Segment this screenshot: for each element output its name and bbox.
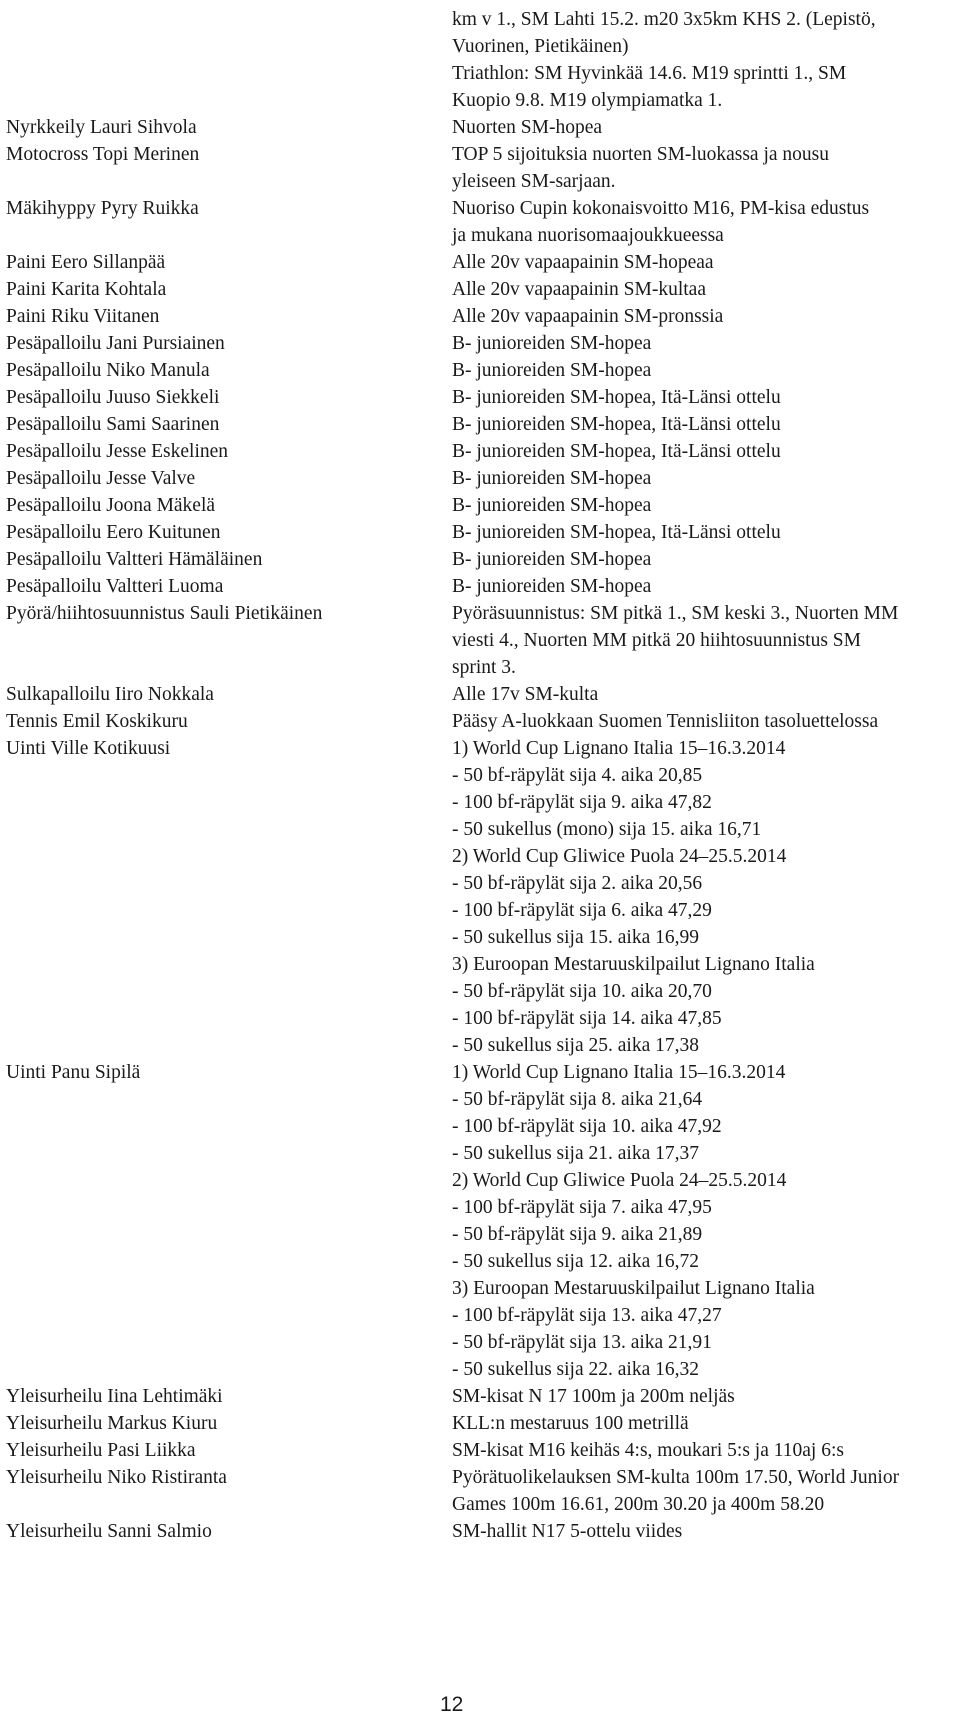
- result-line: [0, 302, 960, 332]
- achievement-text: - 100 bf-räpylät sija 9. aika 47,82: [452, 792, 712, 813]
- achievement-text: 1) World Cup Lignano Italia 15–16.3.2014: [452, 1062, 786, 1083]
- achievement-text: B- junioreiden SM-hopea: [452, 549, 652, 570]
- athlete-name: Mäkihyppy Pyry Ruikka: [6, 198, 199, 219]
- achievement-text: Alle 20v vapaapainin SM-kultaa: [452, 279, 706, 300]
- result-line: [0, 437, 960, 467]
- achievement-text: SM-kisat N 17 100m ja 200m neljäs: [452, 1386, 735, 1407]
- achievement-text: B- junioreiden SM-hopea: [452, 360, 652, 381]
- result-line: [0, 734, 960, 764]
- achievement-text: - 50 bf-räpylät sija 4. aika 20,85: [452, 765, 703, 786]
- achievement-text: B- junioreiden SM-hopea: [452, 576, 652, 597]
- athlete-name: Yleisurheilu Pasi Liikka: [6, 1440, 196, 1461]
- achievement-text: - 50 bf-räpylät sija 9. aika 21,89: [452, 1224, 703, 1245]
- achievement-text: Vuorinen, Pietikäinen): [452, 36, 629, 57]
- achievement-text: Pyörätuolikelauksen SM-kulta 100m 17.50, World Junior: [452, 1467, 900, 1488]
- achievement-text: SM-kisat M16 keihäs 4:s, moukari 5:s ja 110aj 6:s: [452, 1440, 844, 1461]
- result-line: [0, 545, 960, 575]
- result-line: [0, 113, 960, 143]
- athlete-name: Motocross Topi Merinen: [6, 144, 200, 165]
- athlete-name: Pyörä/hiihtosuunnistus Sauli Pietikäinen: [6, 603, 323, 624]
- result-line: [0, 950, 960, 980]
- result-line: [0, 1085, 960, 1115]
- athlete-name: Uinti Ville Kotikuusi: [6, 738, 171, 759]
- achievement-text: - 100 bf-räpylät sija 14. aika 47,85: [452, 1008, 722, 1029]
- result-line: [0, 1139, 960, 1169]
- athlete-name: Yleisurheilu Markus Kiuru: [6, 1413, 218, 1434]
- result-line: [0, 464, 960, 494]
- achievement-text: B- junioreiden SM-hopea: [452, 495, 652, 516]
- result-line: [0, 815, 960, 845]
- achievement-text: km v 1., SM Lahti 15.2. m20 3x5km KHS 2. (Lepistö,: [452, 9, 876, 30]
- achievement-text: B- junioreiden SM-hopea: [452, 468, 652, 489]
- athlete-name: Yleisurheilu Sanni Salmio: [6, 1521, 212, 1542]
- achievement-text: Nuoriso Cupin kokonaisvoitto M16, PM-kisa edustus: [452, 198, 870, 219]
- result-line: [0, 248, 960, 278]
- result-line: [0, 1301, 960, 1331]
- result-line: [0, 491, 960, 521]
- achievement-text: Nuorten SM-hopea: [452, 117, 603, 138]
- result-line: [0, 1490, 960, 1520]
- athlete-name: Pesäpalloilu Jani Pursiainen: [6, 333, 225, 354]
- achievement-text: sprint 3.: [452, 657, 516, 678]
- result-line: [0, 1004, 960, 1034]
- athlete-name: Pesäpalloilu Valtteri Luoma: [6, 576, 224, 597]
- result-line: [0, 1058, 960, 1088]
- achievement-text: Alle 20v vapaapainin SM-hopeaa: [452, 252, 714, 273]
- achievement-text: 3) Euroopan Mestaruuskilpailut Lignano Italia: [452, 954, 815, 975]
- result-line: [0, 1382, 960, 1412]
- result-line: [0, 221, 960, 251]
- result-line: [0, 1247, 960, 1277]
- achievement-text: - 100 bf-räpylät sija 7. aika 47,95: [452, 1197, 712, 1218]
- result-line: [0, 788, 960, 818]
- result-line: [0, 383, 960, 413]
- result-line: [0, 869, 960, 899]
- achievement-text: - 100 bf-räpylät sija 6. aika 47,29: [452, 900, 712, 921]
- athlete-name: Pesäpalloilu Eero Kuitunen: [6, 522, 221, 543]
- achievement-text: yleiseen SM-sarjaan.: [452, 171, 616, 192]
- result-line: [0, 1328, 960, 1358]
- result-line: [0, 140, 960, 170]
- result-line: [0, 1193, 960, 1223]
- achievement-text: ja mukana nuorisomaajoukkueessa: [452, 225, 724, 246]
- achievement-text: Kuopio 9.8. M19 olympiamatka 1.: [452, 90, 723, 111]
- result-line: [0, 1220, 960, 1250]
- result-line: [0, 1031, 960, 1061]
- achievement-text: 2) World Cup Gliwice Puola 24–25.5.2014: [452, 846, 787, 867]
- achievement-text: viesti 4., Nuorten MM pitkä 20 hiihtosuunnistus SM: [452, 630, 861, 651]
- athlete-name: Pesäpalloilu Valtteri Hämäläinen: [6, 549, 263, 570]
- result-line: [0, 680, 960, 710]
- athlete-name: Pesäpalloilu Sami Saarinen: [6, 414, 220, 435]
- achievement-text: TOP 5 sijoituksia nuorten SM-luokassa ja nousu: [452, 144, 829, 165]
- page-number: 12: [440, 1693, 464, 1716]
- achievement-text: Games 100m 16.61, 200m 30.20 ja 400m 58.20: [452, 1494, 825, 1515]
- athlete-name: Pesäpalloilu Jesse Eskelinen: [6, 441, 229, 462]
- athlete-name: Pesäpalloilu Niko Manula: [6, 360, 210, 381]
- result-line: [0, 761, 960, 791]
- achievement-text: - 50 bf-räpylät sija 10. aika 20,70: [452, 981, 712, 1002]
- athlete-name: Pesäpalloilu Joona Mäkelä: [6, 495, 216, 516]
- result-line: [0, 896, 960, 926]
- result-line: [0, 1112, 960, 1142]
- result-line: [0, 167, 960, 197]
- result-line: [0, 626, 960, 656]
- athlete-name: Pesäpalloilu Jesse Valve: [6, 468, 196, 489]
- result-line: [0, 518, 960, 548]
- achievement-text: 2) World Cup Gliwice Puola 24–25.5.2014: [452, 1170, 787, 1191]
- achievement-text: Pyöräsuunnistus: SM pitkä 1., SM keski 3., Nuorten MM: [452, 603, 899, 624]
- result-line: [0, 329, 960, 359]
- achievement-text: KLL:n mestaruus 100 metrillä: [452, 1413, 689, 1434]
- athlete-name: Paini Karita Kohtala: [6, 279, 167, 300]
- achievement-text: B- junioreiden SM-hopea, Itä-Länsi ottelu: [452, 441, 781, 462]
- result-line: [0, 1409, 960, 1439]
- result-line: [0, 356, 960, 386]
- result-line: [0, 1166, 960, 1196]
- achievement-text: - 50 bf-räpylät sija 13. aika 21,91: [452, 1332, 712, 1353]
- athlete-name: Pesäpalloilu Juuso Siekkeli: [6, 387, 220, 408]
- result-line: [0, 275, 960, 305]
- result-line: [0, 59, 960, 89]
- achievement-text: 3) Euroopan Mestaruuskilpailut Lignano Italia: [452, 1278, 815, 1299]
- achievement-text: Triathlon: SM Hyvinkää 14.6. M19 sprintti 1., SM: [452, 63, 847, 84]
- result-line: [0, 653, 960, 683]
- athlete-name: Yleisurheilu Niko Ristiranta: [6, 1467, 227, 1488]
- achievement-text: B- junioreiden SM-hopea: [452, 333, 652, 354]
- result-line: [0, 32, 960, 62]
- achievement-text: - 50 sukellus sija 25. aika 17,38: [452, 1035, 699, 1056]
- achievement-text: Alle 17v SM-kulta: [452, 684, 599, 705]
- athlete-name: Yleisurheilu Iina Lehtimäki: [6, 1386, 223, 1407]
- achievement-text: Pääsy A-luokkaan Suomen Tennisliiton tasoluettelossa: [452, 711, 879, 732]
- result-line: [0, 1355, 960, 1385]
- achievement-text: - 100 bf-räpylät sija 13. aika 47,27: [452, 1305, 722, 1326]
- athlete-name: Uinti Panu Sipilä: [6, 1062, 141, 1083]
- athlete-name: Paini Riku Viitanen: [6, 306, 160, 327]
- achievement-text: - 50 sukellus (mono) sija 15. aika 16,71: [452, 819, 762, 840]
- result-line: [0, 977, 960, 1007]
- result-line: [0, 572, 960, 602]
- result-line: [0, 410, 960, 440]
- result-line: [0, 842, 960, 872]
- achievement-text: - 100 bf-räpylät sija 10. aika 47,92: [452, 1116, 722, 1137]
- athlete-name: Nyrkkeily Lauri Sihvola: [6, 117, 197, 138]
- result-line: [0, 1517, 960, 1547]
- achievement-text: Alle 20v vapaapainin SM-pronssia: [452, 306, 724, 327]
- athlete-name: Paini Eero Sillanpää: [6, 252, 166, 273]
- result-line: [0, 1463, 960, 1493]
- achievement-text: SM-hallit N17 5-ottelu viides: [452, 1521, 683, 1542]
- result-line: [0, 1274, 960, 1304]
- achievement-text: B- junioreiden SM-hopea, Itä-Länsi ottelu: [452, 522, 781, 543]
- athlete-name: Sulkapalloilu Iiro Nokkala: [6, 684, 214, 705]
- achievement-text: - 50 bf-räpylät sija 2. aika 20,56: [452, 873, 703, 894]
- achievement-text: - 50 bf-räpylät sija 8. aika 21,64: [452, 1089, 703, 1110]
- achievement-text: - 50 sukellus sija 22. aika 16,32: [452, 1359, 699, 1380]
- result-line: [0, 923, 960, 953]
- achievement-text: 1) World Cup Lignano Italia 15–16.3.2014: [452, 738, 786, 759]
- result-line: [0, 86, 960, 116]
- result-line: [0, 1436, 960, 1466]
- athlete-name: Tennis Emil Koskikuru: [6, 711, 188, 732]
- achievement-text: - 50 sukellus sija 21. aika 17,37: [452, 1143, 699, 1164]
- achievement-text: - 50 sukellus sija 15. aika 16,99: [452, 927, 699, 948]
- result-line: [0, 5, 960, 35]
- result-line: [0, 599, 960, 629]
- result-line: [0, 707, 960, 737]
- result-line: [0, 194, 960, 224]
- achievement-text: B- junioreiden SM-hopea, Itä-Länsi ottelu: [452, 414, 781, 435]
- achievement-text: - 50 sukellus sija 12. aika 16,72: [452, 1251, 699, 1272]
- achievement-text: B- junioreiden SM-hopea, Itä-Länsi ottelu: [452, 387, 781, 408]
